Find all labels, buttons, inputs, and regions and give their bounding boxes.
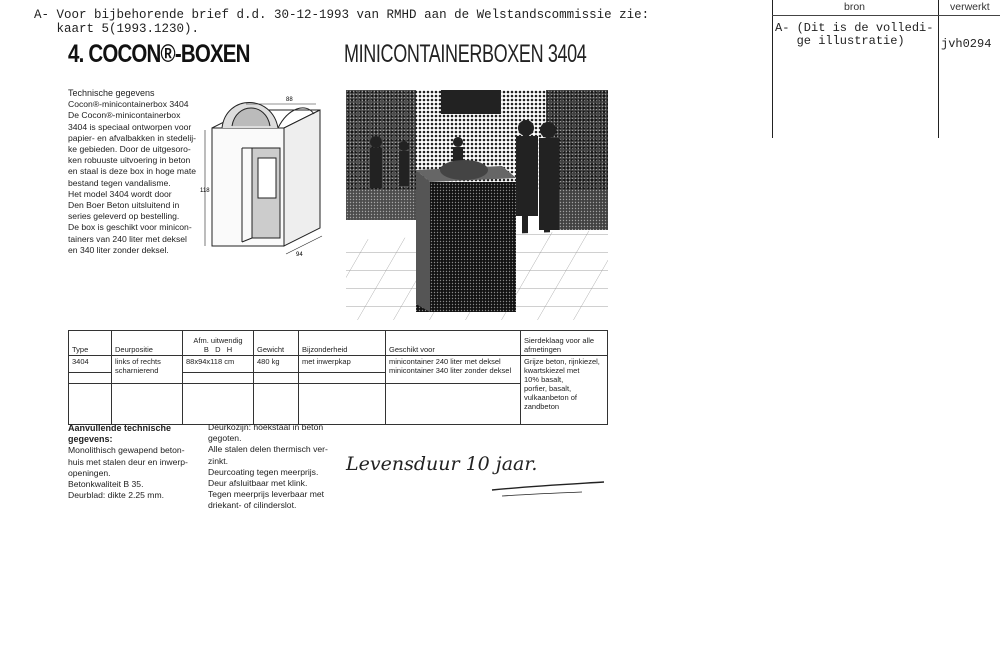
technical-description (68, 88, 208, 256)
cell-finish-line: Grijze beton, rijnkiezel, (524, 357, 600, 366)
archive-table (772, 0, 1000, 138)
dims-header-sub: B D H (203, 345, 233, 354)
table-row (69, 356, 608, 373)
archive-header-processed: verwerkt (950, 1, 990, 13)
tech-line: De Cocon®-minicontainerbox (68, 110, 181, 121)
cell-finish-line: kwartskiezel met (524, 366, 580, 375)
empty-cell (183, 384, 254, 425)
tech-line: 3404 is speciaal ontworpen voor (68, 121, 192, 132)
empty-cell (386, 384, 521, 425)
additional-heading: gegevens: (68, 434, 113, 445)
dim-height-label: 118 (200, 188, 210, 194)
cell-special: met inwerpkap (299, 356, 386, 373)
additional-line: driekant- of cilinderslot. (208, 500, 297, 511)
col-door-header: Deurpositie (112, 331, 183, 356)
handwritten-underline (492, 482, 604, 490)
handwritten-annotation (342, 442, 612, 502)
brochure-title: 4. COCON®-BOXEN (68, 40, 250, 68)
cell-finish-line: 10% basalt, (524, 375, 564, 384)
tech-line: ke gebieden. Door de uitgesoro- (68, 144, 191, 155)
specification-table (68, 330, 608, 425)
col-type-header: Type (69, 331, 112, 356)
tech-line: De box is geschikt voor minicon- (68, 222, 192, 233)
cell-finish-line: porfier, basalt, (524, 384, 572, 393)
tech-line: tainers van 240 liter met deksel (68, 233, 187, 244)
archive-header-source: bron (844, 1, 866, 13)
col-dims-header (183, 331, 254, 356)
col-weight-header: Gewicht (254, 331, 299, 356)
cell-door-line: links of rechts (115, 357, 161, 366)
cell-finish (521, 356, 608, 425)
additional-heading: Aanvullende technische (68, 423, 172, 433)
additional-line: Deurkozijn: hoekstaal in beton (208, 422, 324, 432)
cell-door (112, 356, 183, 384)
additional-line: Deurblad: dikte 2.25 mm. (68, 490, 165, 501)
brochure (64, 38, 620, 518)
additional-specs-right (208, 422, 358, 512)
additional-line: zinkt. (208, 455, 229, 466)
table-header-row (69, 331, 608, 356)
tech-line: papier- en afvalbakken in stedelij- (68, 132, 197, 143)
additional-line: Alle stalen delen thermisch ver- (208, 444, 328, 455)
cell-finish-line: vulkaanbeton of (524, 393, 577, 402)
empty-cell (69, 384, 112, 425)
cell-suitable (386, 356, 521, 384)
col-special-header: Bijzonderheid (299, 331, 386, 356)
additional-line: huis met stalen deur en inwerp- (68, 456, 188, 467)
empty-cell (254, 373, 299, 384)
tech-line: Cocon®-minicontainerbox 3404 (68, 99, 189, 110)
additional-line: openingen. (68, 467, 111, 478)
cell-suitable-line: minicontainer 240 liter met deksel (389, 357, 501, 366)
empty-cell (183, 373, 254, 384)
street-photo (346, 90, 608, 320)
tech-line: en staal is deze box in hoge mate (68, 166, 197, 177)
typed-note (34, 8, 654, 36)
tech-line: Technische gegevens (68, 88, 155, 98)
empty-cell (69, 373, 112, 384)
cell-door-line: scharnierend (115, 366, 159, 375)
additional-line: Tegen meerprijs leverbaar met (208, 489, 325, 500)
cell-suitable-line: minicontainer 340 liter zonder deksel (389, 366, 512, 375)
archive-entry-line-1: A- (Dit is de volledi- (775, 21, 934, 35)
dim-width-label: 88 (286, 97, 293, 103)
additional-specs-left (68, 423, 208, 501)
empty-cell (254, 384, 299, 425)
additional-line: gegoten. (208, 433, 242, 444)
additional-line: Betonkwaliteit B 35. (68, 479, 144, 490)
cell-finish-line: zandbeton (524, 402, 560, 411)
tech-line: en 340 liter zonder deksel. (68, 244, 169, 255)
empty-cell (112, 384, 183, 425)
additional-line: Monolithisch gewapend beton- (68, 445, 185, 456)
handwriting-text: Levensduur 10 jaar. (346, 453, 538, 475)
brochure-subtitle: MINICONTAINERBOXEN 3404 (344, 40, 587, 68)
tech-line: Het model 3404 wordt door (68, 188, 172, 199)
tech-line: ken robuuste uitvoering in beton (68, 155, 191, 166)
tech-line: series geleverd op bestelling. (68, 211, 180, 222)
empty-cell (299, 384, 386, 425)
col-finish-header: Sierdeklaag voor alle afmetingen (521, 331, 608, 356)
note-line-1: A- Voor bijbehorende brief d.d. 30-12-1993 van RMHD aan de Welstandscommissie zie: (34, 8, 650, 22)
handwritten-underline (502, 492, 582, 496)
note-line-2: kaart 5(1993.1230). (34, 22, 200, 36)
empty-cell (299, 373, 386, 384)
cell-dims: 88x94x118 cm (183, 356, 254, 373)
cell-weight: 480 kg (254, 356, 299, 373)
tech-line: bestand tegen vandalisme. (68, 177, 171, 188)
container-box-drawing (202, 88, 342, 258)
dim-depth-label: 94 (296, 252, 303, 258)
archive-entry-line-2: ge illustratie) (775, 34, 905, 48)
col-suitable-header: Geschikt voor (386, 331, 521, 356)
dims-header-label: Afm. uitwendig (193, 336, 243, 345)
additional-line: Deurcoating tegen meerprijs. (208, 466, 319, 477)
additional-line: Deur afsluitbaar met klink. (208, 478, 308, 489)
archive-code: jvh0294 (941, 37, 992, 51)
cell-type: 3404 (69, 356, 112, 373)
tech-line: Den Boer Beton uitsluitend in (68, 200, 180, 211)
